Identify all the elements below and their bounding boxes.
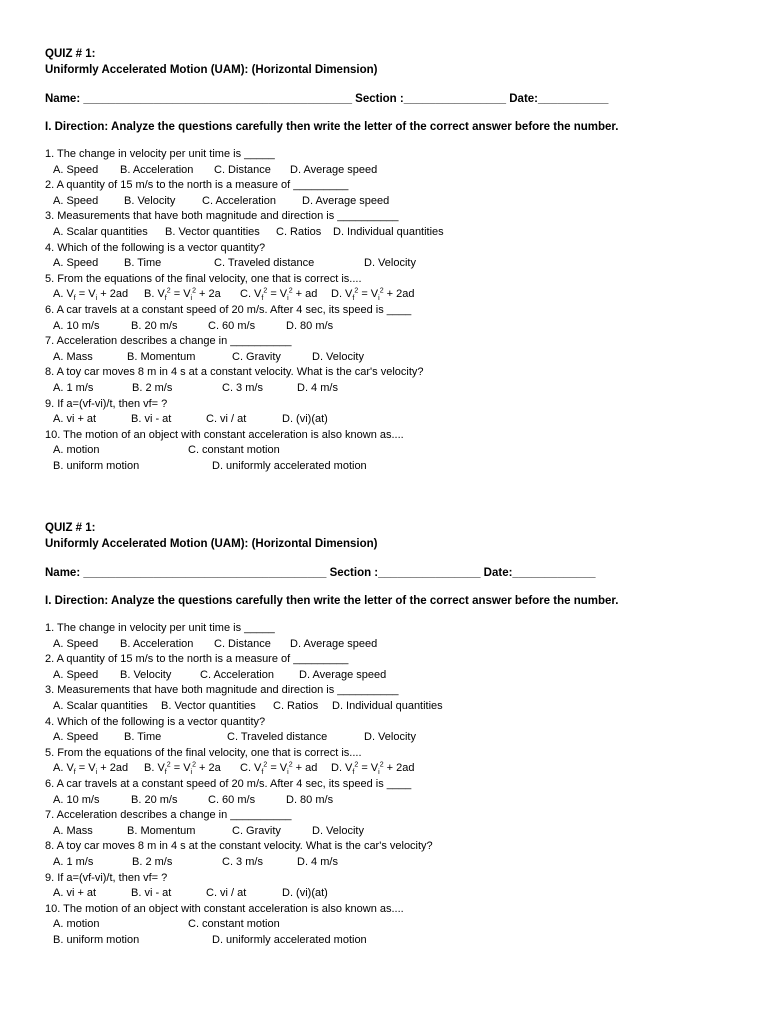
choices-1 xyxy=(45,163,735,179)
choice-b: B. 2 m/s xyxy=(132,381,173,394)
choice-d: D. $V_f^2 = V_i^2 + 2ad$ xyxy=(331,287,415,303)
choices-10-row-1 xyxy=(45,443,735,459)
choices-8 xyxy=(45,855,735,871)
choice-b: B. 20 m/s xyxy=(131,793,178,806)
question-6: 6. A car travels at a constant speed of 20 m/s. After 4 sec, its speed is ____ xyxy=(45,777,412,790)
question-5: 5. From the equations of the final velocity, one that is correct is.... xyxy=(45,746,362,759)
choice-c: C. Ratios xyxy=(273,699,319,712)
question-4: 4. Which of the following is a vector quantity? xyxy=(45,715,266,728)
direction-text: I. Direction: Analyze the questions carefully then write the letter of the correct answer before the number. xyxy=(45,595,619,607)
choice-c: C. $V_f^2 = V_i^2$ + ad xyxy=(240,761,318,777)
choice-d: D. 4 m/s xyxy=(297,381,338,394)
choice-d: D. uniformly accelerated motion xyxy=(212,933,367,946)
choice-b: B. uniform motion xyxy=(53,933,140,946)
question-4: 4. Which of the following is a vector quantity? xyxy=(45,241,266,254)
question-1: 1. The change in velocity per unit time is _____ xyxy=(45,148,275,160)
question-9: 9. If a=(vf-vi)/t, then vf= ? xyxy=(45,871,168,884)
question-3: 3. Measurements that have both magnitude and direction is __________ xyxy=(45,684,399,697)
choice-d: D. (vi)(at) xyxy=(282,413,328,426)
choice-b: B. vi - at xyxy=(131,413,172,426)
choice-d: D. 4 m/s xyxy=(297,855,338,868)
choices-4 xyxy=(45,730,735,746)
choice-a: A. Speed xyxy=(53,637,99,650)
choice-c: C. Gravity xyxy=(232,350,281,363)
choice-a: A. Speed xyxy=(53,163,99,176)
quiz-block-1 xyxy=(45,46,735,474)
choices-5 xyxy=(45,287,735,303)
choices-9 xyxy=(45,412,735,428)
choice-d: D. Velocity xyxy=(364,731,416,744)
choice-b: B. Time xyxy=(124,257,162,270)
question-3: 3. Measurements that have both magnitude and direction is __________ xyxy=(45,210,399,223)
choice-a: A. Speed xyxy=(53,731,99,744)
choice-b: B. $V_f^2 = V_i^2 + 2a$ xyxy=(144,287,221,303)
choice-d: D. 80 m/s xyxy=(286,319,334,332)
choice-a: A. 10 m/s xyxy=(53,793,100,806)
choices-6 xyxy=(45,319,735,335)
choice-b: B. vi - at xyxy=(131,887,172,900)
quiz-block-2 xyxy=(45,520,735,948)
choice-c: C. Distance xyxy=(214,163,271,176)
student-info-line: Name: ______________________________________ Section :________________ Date:_____________ xyxy=(45,567,596,579)
question-2: 2. A quantity of 15 m/s to the north is a measure of _________ xyxy=(45,653,349,666)
choice-c: C. Gravity xyxy=(232,824,281,837)
direction-text: I. Direction: Analyze the questions carefully then write the letter of the correct answer before the number. xyxy=(45,121,619,133)
choices-10-row-2 xyxy=(45,933,735,949)
choice-d: D. Velocity xyxy=(312,824,364,837)
choice-d: D. Velocity xyxy=(312,350,364,363)
choice-b: B. Acceleration xyxy=(120,637,194,650)
choice-d: D. 80 m/s xyxy=(286,793,334,806)
choice-c: C. Acceleration xyxy=(200,668,274,681)
choice-a: A. Speed xyxy=(53,257,99,270)
choice-b: B. Vector quantities xyxy=(165,225,260,238)
question-5: 5. From the equations of the final velocity, one that is correct is.... xyxy=(45,272,362,285)
choices-2 xyxy=(45,194,735,210)
choice-b: B. uniform motion xyxy=(53,459,140,472)
student-info-line: Name: __________________________________________ Section :________________ Date:___________ xyxy=(45,93,609,105)
choice-c: C. Acceleration xyxy=(202,194,276,207)
choice-c: C. 60 m/s xyxy=(208,793,256,806)
question-6: 6. A car travels at a constant speed of 20 m/s. After 4 sec, its speed is ____ xyxy=(45,303,412,316)
question-7: 7. Acceleration describes a change in __________ xyxy=(45,335,292,348)
choice-a: A. Mass xyxy=(53,824,93,837)
choices-4 xyxy=(45,256,735,272)
choice-d: D. Average speed xyxy=(290,637,378,650)
choice-c: C. 3 m/s xyxy=(222,855,263,868)
choices-1 xyxy=(45,637,735,653)
choices-3 xyxy=(45,225,735,241)
question-list xyxy=(45,147,735,474)
choice-a: A. Scalar quantities xyxy=(53,225,148,238)
choice-c: C. Distance xyxy=(214,637,271,650)
choice-b: B. 2 m/s xyxy=(132,855,173,868)
choices-10-row-1 xyxy=(45,917,735,933)
choices-9 xyxy=(45,886,735,902)
choice-c: C. Traveled distance xyxy=(227,731,328,744)
choice-a: A. motion xyxy=(53,918,100,931)
choices-2 xyxy=(45,668,735,684)
choice-c: C. Ratios xyxy=(276,225,322,238)
choice-a: A. 1 m/s xyxy=(53,381,94,394)
choices-8 xyxy=(45,381,735,397)
choice-c: C. 3 m/s xyxy=(222,381,263,394)
choice-b: B. Momentum xyxy=(127,350,196,363)
choice-b: B. 20 m/s xyxy=(131,319,178,332)
choice-a: A. motion xyxy=(53,444,100,457)
question-9: 9. If a=(vf-vi)/t, then vf= ? xyxy=(45,397,168,410)
choice-a: A. Speed xyxy=(53,668,99,681)
choices-3 xyxy=(45,699,735,715)
choice-b: B. $V_f^2 = V_i^2 + 2a$ xyxy=(144,761,221,777)
question-8: 8. A toy car moves 8 m in 4 s at the constant velocity. What is the car's velocity? xyxy=(45,840,433,853)
choices-10-row-2 xyxy=(45,459,735,475)
question-10: 10. The motion of an object with constant acceleration is also known as.... xyxy=(45,428,404,441)
choice-a: A. 1 m/s xyxy=(53,855,94,868)
choice-c: C. 60 m/s xyxy=(208,319,256,332)
choices-5 xyxy=(45,761,735,777)
choice-c: C. Traveled distance xyxy=(214,257,315,270)
quiz-subtitle: Uniformly Accelerated Motion (UAM): (Horizontal Dimension) xyxy=(45,538,378,550)
choice-b: B. Time xyxy=(124,731,162,744)
choice-a: A. $V_f = V_i + 2ad$ xyxy=(53,762,129,777)
choice-b: B. Acceleration xyxy=(120,163,194,176)
choice-c: C. constant motion xyxy=(188,918,280,931)
choice-b: B. Velocity xyxy=(124,194,176,207)
choice-c: C. vi / at xyxy=(206,413,247,426)
choice-a: A. Scalar quantities xyxy=(53,699,148,712)
question-8: 8. A toy car moves 8 m in 4 s at a constant velocity. What is the car's velocity? xyxy=(45,366,424,379)
question-list xyxy=(45,621,735,948)
choice-b: B. Velocity xyxy=(120,668,172,681)
question-1: 1. The change in velocity per unit time is _____ xyxy=(45,622,275,634)
choices-7 xyxy=(45,350,735,366)
question-10: 10. The motion of an object with constant acceleration is also known as.... xyxy=(45,902,404,915)
question-2: 2. A quantity of 15 m/s to the north is a measure of _________ xyxy=(45,179,349,192)
question-7: 7. Acceleration describes a change in __________ xyxy=(45,809,292,822)
choices-7 xyxy=(45,824,735,840)
choice-a: A. Speed xyxy=(53,194,99,207)
choice-d: D. Average speed xyxy=(290,163,378,176)
choice-a: A. vi + at xyxy=(53,887,97,900)
choice-a: A. Mass xyxy=(53,350,93,363)
choice-d: D. Individual quantities xyxy=(332,699,443,712)
choice-d: D. Average speed xyxy=(299,668,387,681)
choice-d: D. Velocity xyxy=(364,257,416,270)
choice-b: B. Momentum xyxy=(127,824,196,837)
choices-6 xyxy=(45,793,735,809)
quiz-title: QUIZ # 1: xyxy=(45,48,96,60)
quiz-subtitle: Uniformly Accelerated Motion (UAM): (Horizontal Dimension) xyxy=(45,64,378,76)
quiz-title: QUIZ # 1: xyxy=(45,522,96,534)
choice-c: C. vi / at xyxy=(206,887,247,900)
choice-d: D. $V_f^2 = V_i^2 + 2ad$ xyxy=(331,761,415,777)
choice-d: D. Individual quantities xyxy=(333,225,444,238)
choice-d: D. (vi)(at) xyxy=(282,887,328,900)
choice-b: B. Vector quantities xyxy=(161,699,256,712)
choice-d: D. Average speed xyxy=(302,194,390,207)
choice-a: A. 10 m/s xyxy=(53,319,100,332)
choice-a: A. vi + at xyxy=(53,413,97,426)
choice-a: A. $V_f = V_i + 2ad$ xyxy=(53,288,129,303)
choice-d: D. uniformly accelerated motion xyxy=(212,459,367,472)
choice-c: C. $V_f^2 = V_i^2$ + ad xyxy=(240,287,318,303)
choice-c: C. constant motion xyxy=(188,444,280,457)
